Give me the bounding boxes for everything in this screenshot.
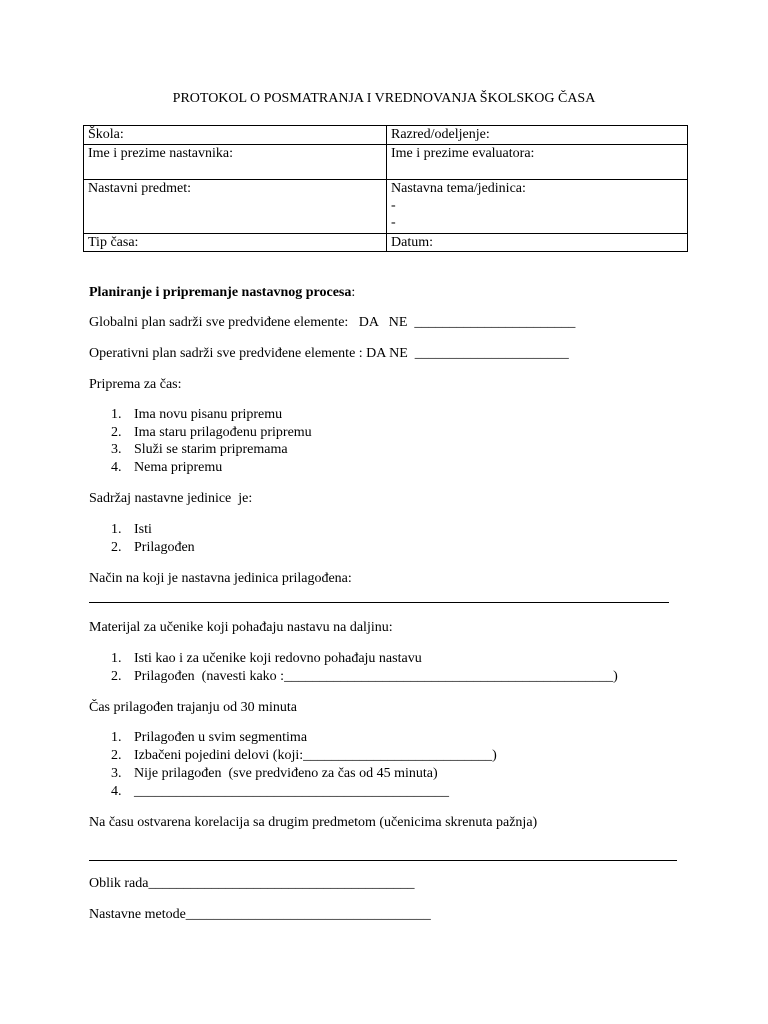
topic-dash-2: - <box>391 215 396 230</box>
content-item-1-number: 1. <box>111 522 122 537</box>
planning-heading: Planiranje i pripremanje nastavnog procesa: <box>89 285 356 300</box>
teacher-cell: Ime i prezime nastavnika: <box>84 145 387 180</box>
page-title: PROTOKOL O POSMATRANJA I VREDNOVANJA ŠKOLSKOG ČASA <box>172 91 596 106</box>
prep-label: Priprema za čas: <box>89 377 182 392</box>
adapt-answer-line <box>89 602 669 603</box>
prep-item-4: Nema pripremu <box>134 460 223 475</box>
prep-item-3-number: 3. <box>111 442 122 457</box>
material-item-1: Isti kao i za učenike koji redovno pohađaju nastavu <box>134 651 422 666</box>
duration-label: Čas prilagođen trajanju od 30 minuta <box>89 700 298 715</box>
prep-item-1: Ima novu pisanu pripremu <box>134 407 283 422</box>
date-cell: Datum: <box>387 234 688 252</box>
correlation-answer-line <box>89 860 677 861</box>
school-cell: Škola: <box>84 126 387 145</box>
material-label: Materijal za učenike koji pohađaju nastavu na daljinu: <box>89 620 393 635</box>
prep-item-3: Služi se starim pripremama <box>134 442 288 457</box>
duration-item-4: _____________________________________________ <box>134 784 449 799</box>
prep-item-4-number: 4. <box>111 460 122 475</box>
content-item-1: Isti <box>134 522 152 537</box>
topic-label: Nastavna tema/jedinica: <box>391 181 526 196</box>
topic-dash-1: - <box>391 198 396 213</box>
topic-cell <box>387 180 688 234</box>
duration-item-1: Prilagođen u svim segmentima <box>134 730 308 745</box>
prep-item-2-number: 2. <box>111 425 122 440</box>
duration-item-2-number: 2. <box>111 748 122 763</box>
form-label: Oblik rada______________________________________ <box>89 876 415 891</box>
duration-item-1-number: 1. <box>111 730 122 745</box>
material-item-2-number: 2. <box>111 669 122 684</box>
operative-plan-line: Operativni plan sadrži sve predviđene elemente : DA NE ______________________ <box>89 346 569 361</box>
prep-item-2: Ima staru prilagođenu pripremu <box>134 425 312 440</box>
duration-item-2: Izbačeni pojedini delovi (koji:___________________________) <box>134 748 497 763</box>
global-plan-line: Globalni plan sadrži sve predviđene elemente: DA NE _______________________ <box>89 315 576 330</box>
methods-label: Nastavne metode___________________________________ <box>89 907 431 922</box>
duration-item-3-number: 3. <box>111 766 122 781</box>
content-item-2: Prilagođen <box>134 540 195 555</box>
duration-item-3: Nije prilagođen (sve predviđeno za čas od 45 minuta) <box>134 766 438 781</box>
content-label: Sadržaj nastavne jedinice je: <box>89 491 253 506</box>
prep-item-1-number: 1. <box>111 407 122 422</box>
duration-item-4-number: 4. <box>111 784 122 799</box>
info-table <box>83 125 688 252</box>
evaluator-cell: Ime i prezime evaluatora: <box>387 145 688 180</box>
adapt-label: Način na koji je nastavna jedinica prilagođena: <box>89 571 352 586</box>
correlation-label: Na času ostvarena korelacija sa drugim predmetom (učenicima skrenuta pažnja) <box>89 815 538 830</box>
subject-cell: Nastavni predmet: <box>84 180 387 234</box>
class-cell: Razred/odeljenje: <box>387 126 688 145</box>
material-item-2: Prilagođen (navesti kako :_______________________________________________) <box>134 669 618 684</box>
content-item-2-number: 2. <box>111 540 122 555</box>
lesson-type-cell: Tip časa: <box>84 234 387 252</box>
material-item-1-number: 1. <box>111 651 122 666</box>
